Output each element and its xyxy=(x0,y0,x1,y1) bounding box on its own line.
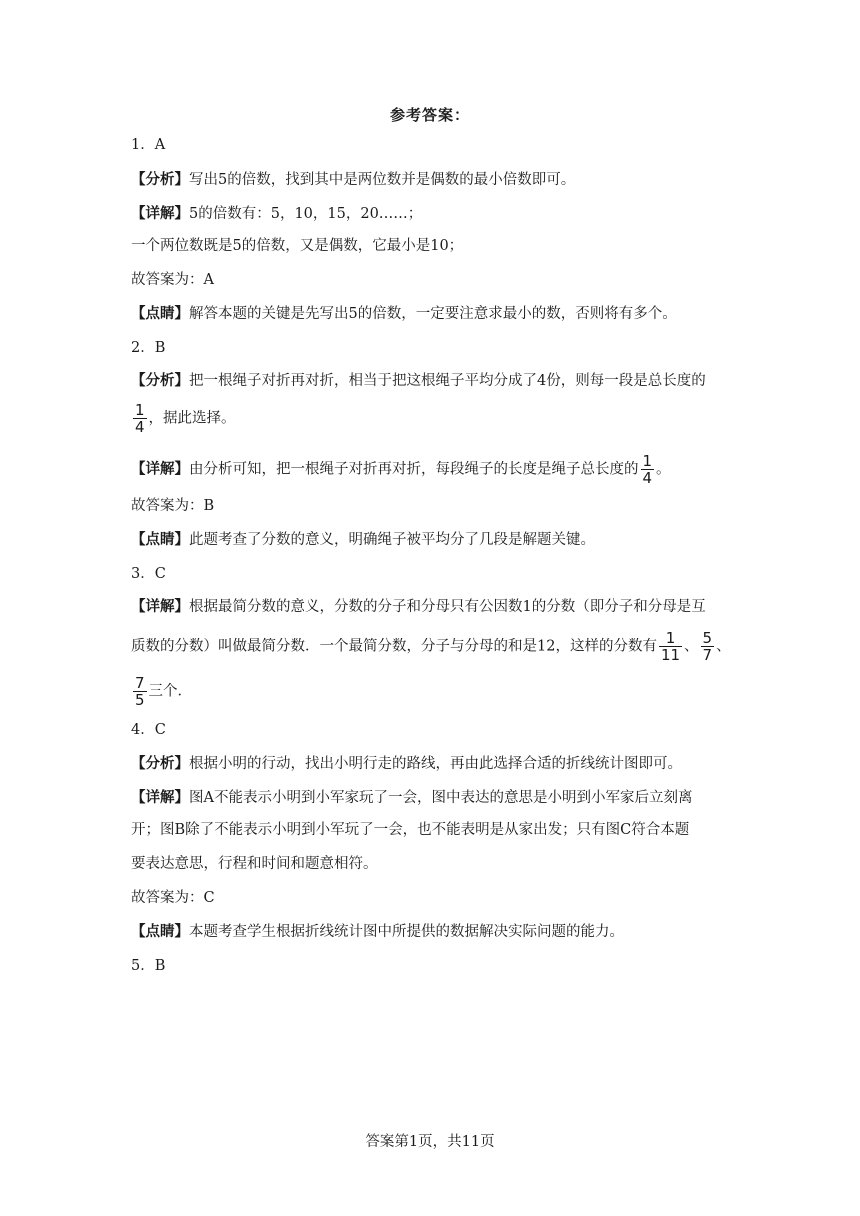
q2-detail: 【详解】由分析可知，把一根绳子对折再对折，每段绳子的长度是绳子总长度的 $\frac{1}{4}$ 。 xyxy=(131,452,671,487)
q3-detail-text-3: $\frac{7}{5}$ 三个． xyxy=(135,674,193,709)
remark-tag: 【点睛】 xyxy=(131,923,189,940)
q2-analysis-text: 把一根绳子对折再对折，相当于把这根绳子平均分成了4份，则每一段是总长度的 xyxy=(189,373,706,389)
q1-detail-text-1: 5的倍数有：5，10，15，20……； xyxy=(189,206,423,222)
q1-analysis-text: 写出5的倍数，找到其中是两位数并是偶数的最小倍数即可。 xyxy=(189,172,576,188)
q4-detail-text-2: 开；图B除了不能表示小明到小军玩了一会，也不能表明是从家出发；只有图C符合本题 xyxy=(131,822,690,838)
remark-tag: 【点睛】 xyxy=(131,531,189,548)
fraction: $\frac{1}{4}$ xyxy=(642,452,653,487)
q2-number: 2．B xyxy=(131,340,166,356)
q2-remark-text: 此题考查了分数的意义，明确绳子被平均分了几段是解题关键。 xyxy=(189,532,595,548)
q4-detail-text-1: 图A不能表示小明到小军家玩了一会，图中表达的意思是小明到小军家后立刻离 xyxy=(189,790,693,806)
q1-remark xyxy=(131,304,677,324)
fraction: $\frac{7}{5}$ xyxy=(135,674,145,709)
fraction: $\frac{5}{7}$ xyxy=(702,629,713,664)
q2-analysis-cont xyxy=(131,402,236,435)
remark-tag: 【点睛】 xyxy=(131,305,189,322)
detail-tag: 【详解】 xyxy=(131,789,189,806)
detail-tag: 【详解】 xyxy=(131,205,189,222)
q3-number: 3．C xyxy=(131,566,166,582)
q1-answer: 故答案为：A xyxy=(131,272,214,288)
q1-number: 1．A xyxy=(131,137,166,153)
q1-analysis xyxy=(131,170,575,190)
q1-remark-text: 解答本题的关键是先写出5的倍数，一定要注意求最小的数，否则将有多个。 xyxy=(189,306,677,322)
q4-answer: 故答案为：C xyxy=(131,890,215,906)
q2-analysis-end: ，据此选择。 xyxy=(148,410,236,427)
analysis-tag: 【分析】 xyxy=(131,755,189,772)
q4-detail-text-3: 要表达意思，行程和时间和题意相符。 xyxy=(131,856,378,872)
q1-detail xyxy=(131,204,422,224)
q2-analysis xyxy=(131,371,706,391)
q4-remark xyxy=(131,922,624,942)
q4-analysis xyxy=(131,754,682,774)
q1-detail-text-2: 一个两位数既是5的倍数，又是偶数，它最小是10； xyxy=(131,238,464,254)
q4-number: 4．C xyxy=(131,722,166,738)
page-footer: 答案第1页，共11页 xyxy=(365,1134,495,1150)
q5-number: 5．B xyxy=(131,958,166,974)
analysis-tag: 【分析】 xyxy=(131,171,189,188)
analysis-tag: 【分析】 xyxy=(131,372,189,389)
q4-detail xyxy=(131,788,692,808)
page-title: 参考答案： xyxy=(389,106,470,124)
q4-analysis-text: 根据小明的行动，找出小明行走的路线，再由此选择合适的折线统计图即可。 xyxy=(189,756,682,772)
q2-answer: 故答案为：B xyxy=(131,498,215,514)
q2-remark xyxy=(131,530,595,550)
fraction: $\frac{1}{4}$ xyxy=(135,401,145,436)
q4-remark-text: 本题考查学生根据折线统计图中所提供的数据解决实际问题的能力。 xyxy=(189,924,624,940)
detail-tag: 【详解】 xyxy=(131,598,189,615)
q3-detail-text-1: 根据最简分数的意义，分数的分子和分母只有公因数1的分数（即分子和分母是互 xyxy=(189,599,706,615)
detail-tag: 【详解】 xyxy=(131,460,189,478)
q3-detail xyxy=(131,597,706,617)
q2-detail-text: 由分析可知，把一根绳子对折再对折，每段绳子的长度是绳子总长度的 xyxy=(189,461,639,478)
q3-detail-text-2: 质数的分数）叫做最简分数．一个最简分数，分子与分母的和是12，这样的分数有 $\frac{1}{11}$ 、 $\frac{5}{7}$ 、 xyxy=(131,629,731,664)
fraction: $\frac{1}{11}$ xyxy=(660,629,681,664)
